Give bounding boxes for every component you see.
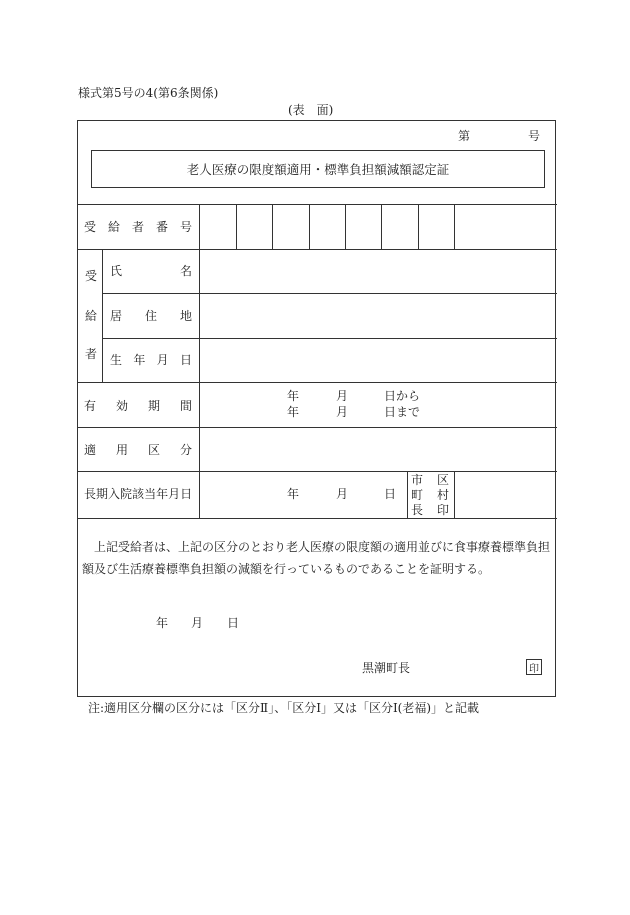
- rule-label-column: [199, 204, 200, 518]
- validity-to-year: 年: [287, 405, 300, 419]
- authority-village: 村: [437, 488, 450, 502]
- rule-group-column: [102, 249, 103, 382]
- long-stay-year: 年: [287, 487, 300, 501]
- certificate-month: 月: [191, 616, 204, 630]
- validity-to-day: 日まで: [384, 405, 421, 419]
- digit-divider-1: [236, 204, 237, 249]
- authority-ward: 区: [437, 473, 450, 487]
- digit-divider-6: [418, 204, 419, 249]
- certificate-line-1: 上記受給者は、上記の区分のとおり老人医療の限度額の適用並びに食事療養標準負担: [94, 540, 551, 554]
- rule-birth: [78, 382, 557, 383]
- certificate-day: 日: [227, 616, 240, 630]
- form-id: 様式第5号の4(第6条関係): [78, 86, 219, 100]
- form-title: [91, 150, 545, 188]
- authority-head: 長: [411, 503, 424, 517]
- long-stay-label: 長 期 入 院 該 当 年 月 日: [84, 487, 193, 501]
- certificate-form: [77, 120, 556, 697]
- digit-divider-7: [454, 204, 455, 249]
- long-stay-month: 月: [336, 487, 349, 501]
- footnote: 注:適用区分欄の区分には「区分Ⅱ」、「区分Ⅰ」又は「区分Ⅰ(老福)」と記載: [88, 701, 480, 715]
- digit-divider-3: [309, 204, 310, 249]
- validity-to-month: 月: [336, 405, 349, 419]
- official-seal-text: 印: [529, 663, 539, 675]
- side-label: (表 面): [288, 103, 334, 117]
- validity-period-label: 有 効 期 間: [84, 399, 192, 413]
- digit-divider-5: [381, 204, 382, 249]
- rule-number: [78, 249, 557, 250]
- certificate-line-2: 額及び生活療養標準負担額の減額を行っているものであることを証明する。: [82, 562, 491, 576]
- applicable-class-label: 適 用 区 分: [84, 443, 192, 457]
- validity-from-year: 年: [287, 389, 300, 403]
- rule-authority-left: [407, 471, 408, 518]
- authority-city: 市: [411, 473, 424, 487]
- certificate-year: 年: [156, 616, 169, 630]
- rule-validity: [78, 427, 557, 428]
- doc-number-prefix: 第: [458, 129, 471, 143]
- digit-divider-4: [345, 204, 346, 249]
- issuer-name: 黒潮町長: [362, 661, 411, 675]
- doc-number-suffix: 号: [528, 129, 541, 143]
- recipient-number-label: 受 給 者 番 号: [84, 220, 192, 234]
- name-label: 氏 名: [110, 264, 192, 278]
- form-title-text: 老人医療の限度額適用・標準負担額減額認定証: [186, 162, 450, 177]
- address-label: 居 住 地: [110, 309, 192, 323]
- recipient-group-2: 給: [85, 309, 98, 323]
- birth-date-label: 生 年 月 日: [110, 353, 192, 367]
- recipient-group-1: 受: [85, 269, 98, 283]
- rule-address: [102, 338, 557, 339]
- rule-longstay: [78, 518, 557, 519]
- long-stay-day: 日: [384, 487, 397, 501]
- digit-divider-2: [272, 204, 273, 249]
- recipient-group-3: 者: [85, 347, 98, 361]
- authority-seal: 印: [437, 503, 450, 517]
- validity-from-month: 月: [336, 389, 349, 403]
- rule-top: [78, 204, 557, 205]
- rule-class: [78, 471, 557, 472]
- rule-name: [102, 293, 557, 294]
- official-seal-box: [526, 659, 542, 675]
- rule-authority-right: [454, 471, 455, 518]
- authority-town: 町: [411, 488, 424, 502]
- validity-from-day: 日から: [384, 389, 421, 403]
